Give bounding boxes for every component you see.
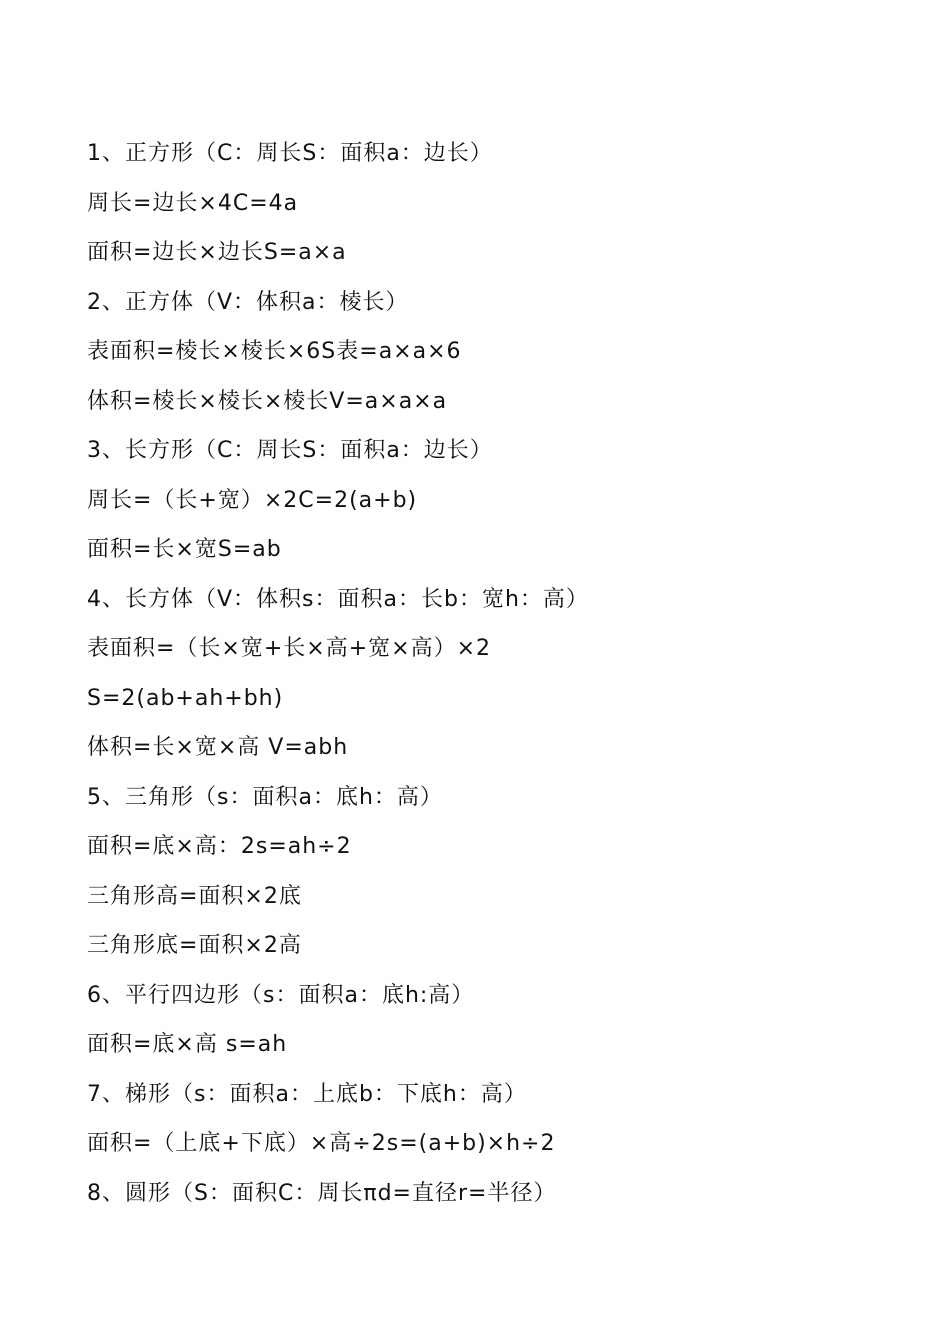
section-heading-parallelogram: 6、平行四边形（s：面积a：底h:高） — [87, 982, 475, 1008]
section-heading-rectangle: 3、长方形（C：周长S：面积a：边长） — [87, 438, 493, 463]
formula-line: 周长=（长+宽）×2C=2(a+b) — [87, 487, 418, 513]
formula-line: 三角形底=面积×2高 — [87, 933, 302, 958]
formula-line: 面积=底×高 s=ah — [87, 1032, 288, 1057]
formula-line: 面积=（上底+下底）×高÷2s=(a+b)×h÷2 — [87, 1131, 556, 1156]
section-heading-cube: 2、正方体（V：体积a：棱长） — [87, 289, 409, 315]
formula-line: 面积=长×宽S=ab — [87, 537, 282, 562]
formula-line: S=2(ab+ah+bh) — [87, 685, 284, 711]
formula-line: 体积=长×宽×高 V=abh — [87, 735, 349, 760]
formula-line: 体积=棱长×棱长×棱长V=a×a×a — [87, 388, 448, 414]
section-heading-cuboid: 4、长方体（V：体积s：面积a：长b：宽h：高） — [87, 586, 589, 612]
section-heading-square: 1、正方形（C：周长S：面积a：边长） — [87, 141, 493, 166]
formula-line: 面积=边长×边长S=a×a — [87, 240, 347, 265]
formula-line: 面积=底×高：2s=ah÷2 — [87, 834, 352, 859]
formula-line: 表面积=棱长×棱长×6S表=a×a×6 — [87, 339, 462, 364]
formula-line: 三角形高=面积×2底 — [87, 883, 302, 909]
formula-list — [87, 134, 907, 1223]
section-heading-triangle: 5、三角形（s：面积a：底h：高） — [87, 784, 443, 810]
formula-line: 表面积=（长×宽+长×高+宽×高）×2 — [87, 636, 492, 661]
section-heading-trapezoid: 7、梯形（s：面积a：上底b：下底h：高） — [87, 1081, 527, 1107]
formula-line: 周长=边长×4C=4a — [87, 190, 299, 216]
section-heading-circle: 8、圆形（S：面积C：周长πd=直径r=半径） — [87, 1180, 557, 1206]
